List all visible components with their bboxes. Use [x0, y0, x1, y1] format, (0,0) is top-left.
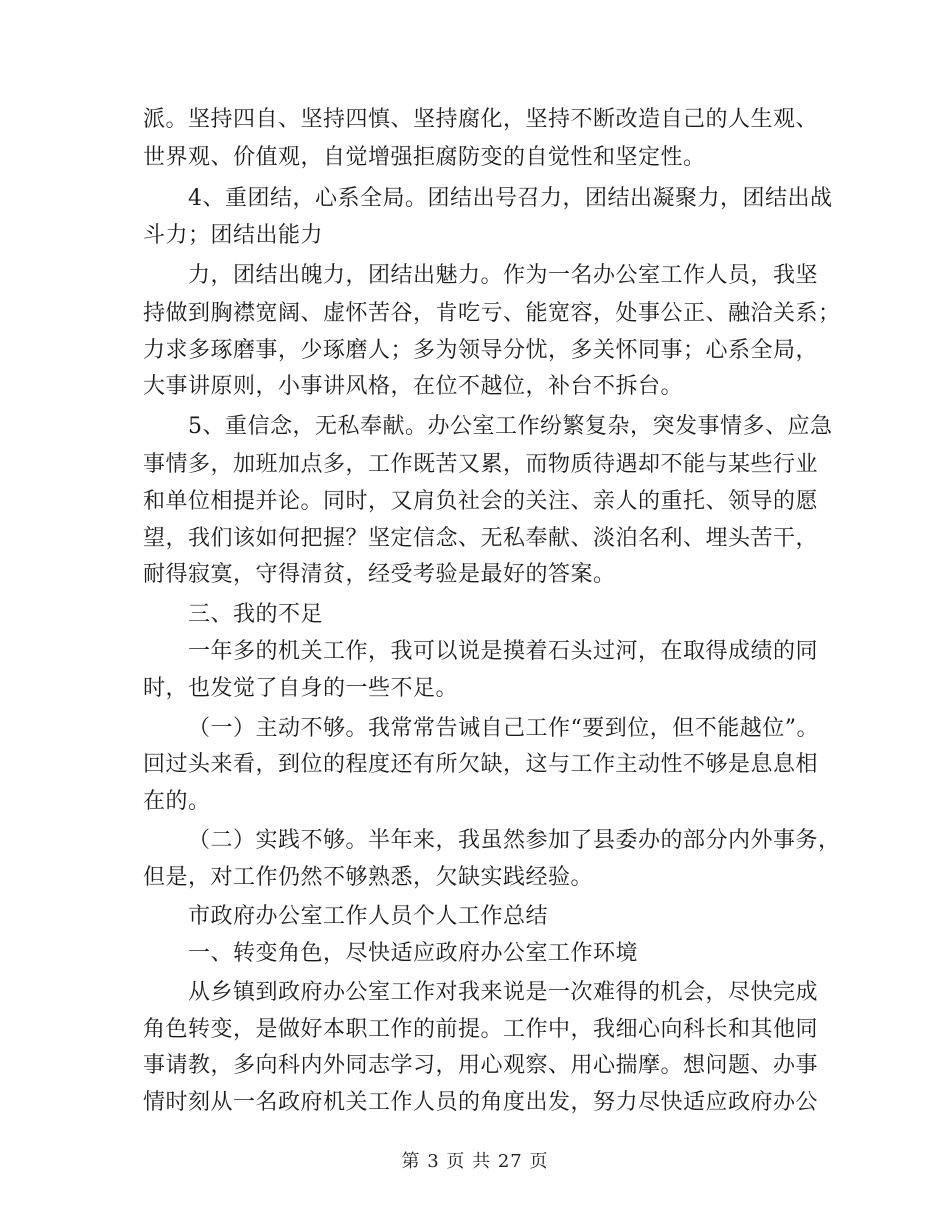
document-title: 市政府办公室工作人员个人工作总结 [188, 904, 549, 929]
text-line: 角色转变，是做好本职工作的前提。工作中，我细心向科长和其他同 [143, 1017, 819, 1042]
text-line: 从乡镇到政府办公室工作对我来说是一次难得的机会，尽快完成 [188, 980, 819, 1005]
text-line: 大事讲原则，小事讲风格，在位不越位，补台不拆台。 [143, 374, 684, 399]
text-line: 时，也发觉了自身的一些不足。 [143, 676, 459, 701]
page-number-footer: 第 3 页 共 27 页 [401, 1151, 549, 1172]
text-line: 派。坚持四自、坚持四慎、坚持腐化，坚持不断改造自己的人生观、 [143, 107, 819, 132]
text-line: 持做到胸襟宽阔、虚怀苦谷，肯吃亏、能宽容，处事公正、融洽关系； [143, 301, 841, 326]
text-line: 力，团结出魄力，团结出魅力。作为一名办公室工作人员，我坚 [188, 263, 819, 288]
text-line: 5、重信念，无私奉献。办公室工作纷繁复杂，突发事情多、应急 [188, 414, 833, 439]
text-line: 世界观、价值观，自觉增强拒腐防变的自觉性和坚定性。 [143, 145, 706, 170]
text-line: 斗力；团结出能力 [143, 223, 324, 248]
text-line: 望，我们该如何把握？坚定信念、无私奉献、淡泊名利、埋头苦干， [143, 526, 819, 551]
text-line: 但是，对工作仍然不够熟悉，欠缺实践经验。 [143, 865, 594, 890]
text-line: 一年多的机关工作，我可以说是摸着石头过河，在取得成绩的同 [188, 639, 819, 664]
text-line: 情时刻从一名政府机关工作人员的角度出发，努力尽快适应政府办公 [143, 1090, 819, 1115]
text-line: 事请教，多向科内外同志学习，用心观察、用心揣摩。想问题、办事 [143, 1053, 819, 1078]
section-heading: 一、转变角色，尽快适应政府办公室工作环境 [188, 941, 639, 966]
text-line: 4、重团结，心系全局。团结出号召力，团结出凝聚力，团结出战 [188, 186, 833, 211]
text-line: 力求多琢磨事，少琢磨人；多为领导分忧，多关怀同事；心系全局， [143, 338, 819, 363]
text-line: 回过头来看，到位的程度还有所欠缺，这与工作主动性不够是息息相 [143, 752, 819, 777]
text-line: （一）主动不够。我常常告诫自己工作“要到位，但不能越位”。 [188, 716, 819, 741]
section-heading: 三、我的不足 [188, 602, 324, 627]
text-line: （二）实践不够。半年来，我虽然参加了县委办的部分内外事务， [188, 828, 841, 853]
text-line: 和单位相提并论。同时，又肩负社会的关注、亲人的重托、领导的愿 [143, 489, 819, 514]
text-line: 在的。 [143, 789, 211, 814]
text-line: 耐得寂寞，守得清贫，经受考验是最好的答案。 [143, 562, 616, 587]
text-line: 事情多，加班加点多，工作既苦又累，而物质待遇却不能与某些行业 [143, 452, 819, 477]
